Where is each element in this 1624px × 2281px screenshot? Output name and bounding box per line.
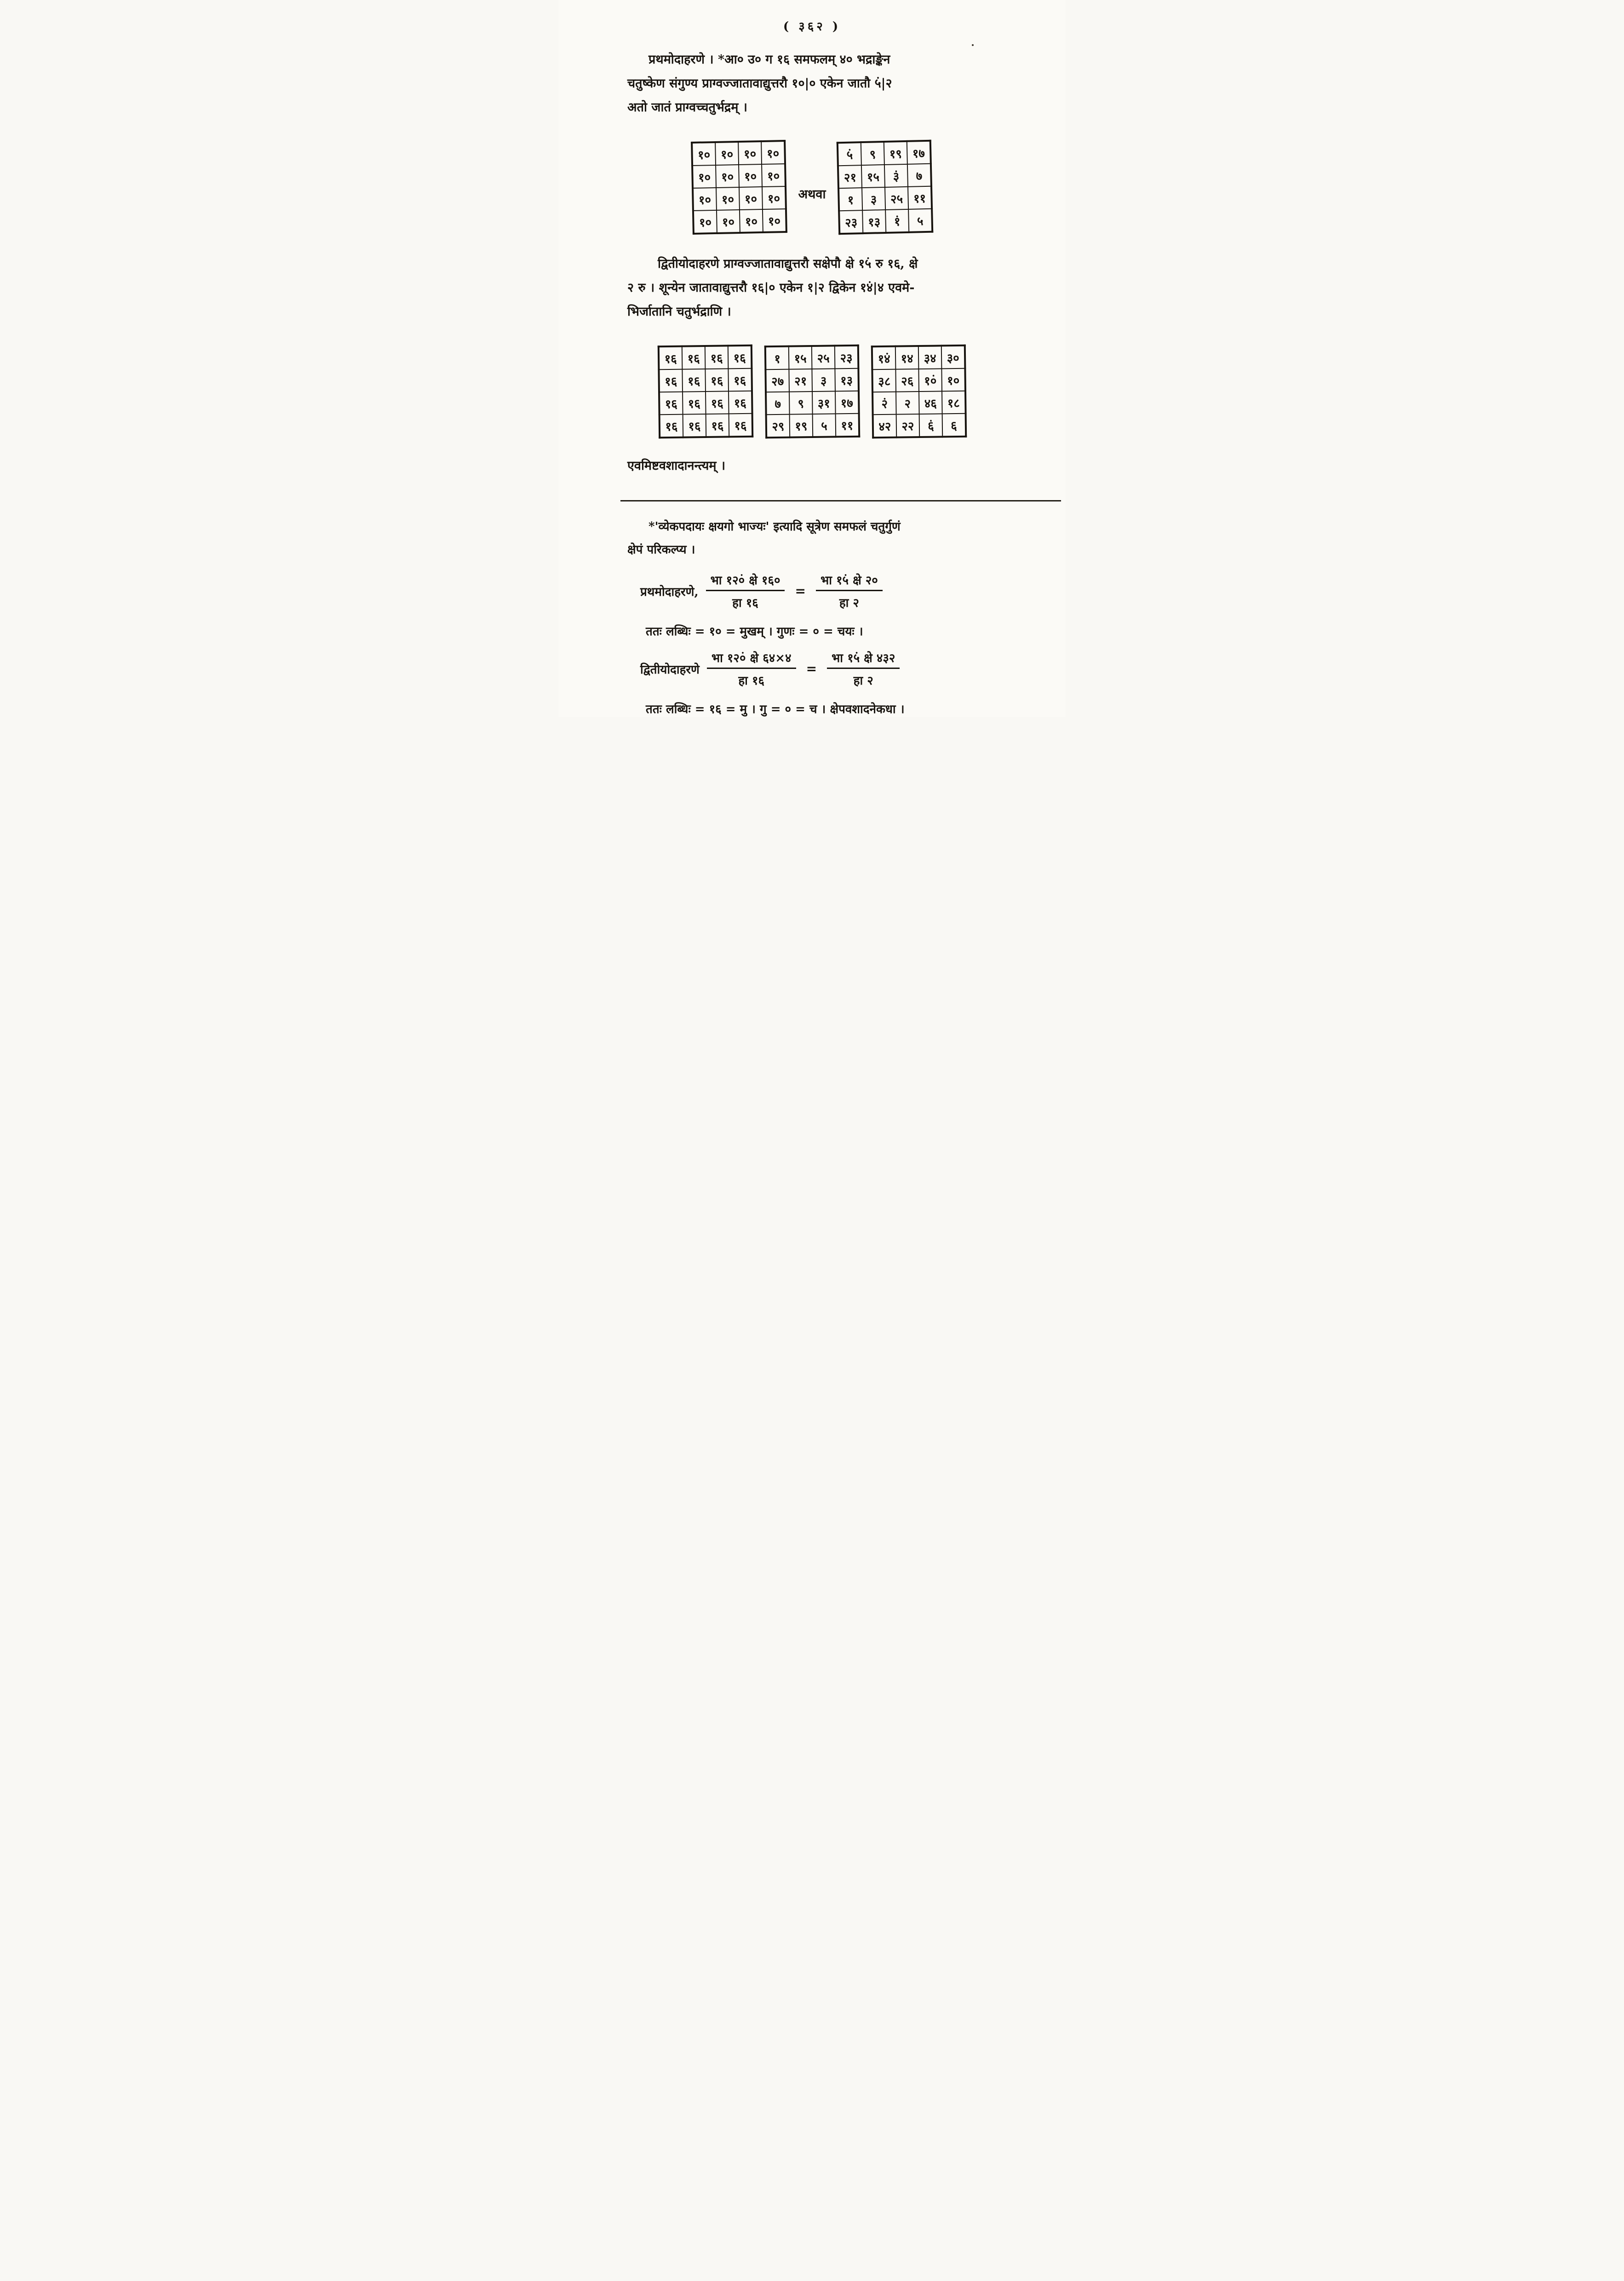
square-row [693, 186, 786, 211]
equation-label: प्रथमोदाहरणे, [640, 585, 699, 599]
square-cell: ४२ [872, 415, 896, 438]
text-line: क्षेपं परिकल्प्य । [627, 543, 695, 557]
square-row [692, 141, 785, 166]
square-cell: २२ [896, 414, 919, 438]
figure-first-example-squares [558, 141, 1066, 234]
fraction-denominator: हा १६ [738, 674, 765, 688]
square-cell: १३ [863, 210, 886, 233]
square-cell: १६ [728, 391, 752, 414]
text-line: भिर्जातानि चतुर्भद्राणि । [627, 305, 731, 319]
square-cell: १५ [788, 346, 812, 369]
square-cell: १७ [907, 141, 931, 164]
fraction-left [706, 571, 785, 611]
square-row [872, 414, 966, 438]
square-cell: २३ [839, 210, 863, 234]
figure-second-example-squares [558, 345, 1066, 438]
square-cell: १६ [728, 346, 752, 369]
square-cell: १६ [658, 346, 682, 370]
square-cell: १३ [835, 369, 859, 392]
square-cell: १९ [884, 141, 907, 165]
fraction-denominator: हा १६ [732, 596, 758, 610]
square-cell: ९ [789, 392, 813, 415]
paragraph-second-example [627, 252, 1044, 324]
square-cell: १५ [861, 165, 885, 188]
square-row [838, 164, 931, 189]
square-cell: २ [896, 392, 919, 415]
square-cell: ३ [812, 369, 835, 392]
text-line: २ रु । शून्येन जातावाद्युत्तरौ १६|० एकेन १|२ द्विकेन १४ं|४ एवमे- [627, 281, 915, 295]
equation-first-example [640, 571, 1056, 611]
magic-square-odd-numbers [764, 345, 860, 439]
square-cell: १० [762, 164, 786, 187]
square-cell: १० [739, 164, 762, 187]
square-cell: १६ [705, 346, 728, 369]
square-cell: २७ [765, 369, 789, 392]
text-line: प्रथमोदाहरणे । *आ० उ० ग १६ समफलम् ४० भद्राङ्केन [648, 52, 890, 67]
square-cell: २९ [766, 415, 790, 438]
square-cell: २५ [885, 187, 908, 210]
square-cell: १० [716, 187, 740, 210]
square-row [838, 141, 931, 166]
square-cell: १० [941, 369, 965, 392]
square-cell: १६ [705, 369, 729, 392]
fraction-numerator: भा १५ं क्षे २० [816, 571, 883, 591]
square-row [872, 346, 965, 369]
square-row [659, 391, 752, 415]
square-cell: १६ [706, 391, 729, 414]
square-cell: ७ [907, 164, 931, 187]
square-row [766, 391, 859, 415]
square-cell: २१ [789, 369, 812, 392]
square-cell: १० [739, 187, 763, 210]
square-cell: १० [715, 142, 739, 165]
square-cell: १० [739, 209, 763, 233]
square-cell: १६ [659, 369, 683, 392]
square-cell: १६ [728, 369, 752, 392]
square-row [693, 209, 786, 234]
page-number: ( ३६२ ) [783, 20, 841, 34]
square-cell: १ [765, 346, 789, 370]
equation-label: द्वितीयोदाहरणे [640, 662, 700, 677]
square-cell: १६ [659, 415, 683, 438]
footnote-text [627, 515, 1047, 561]
fraction-right [827, 649, 900, 688]
square-row [765, 346, 858, 369]
magic-square-mixed-numbers [871, 345, 966, 439]
square-cell: १० [738, 141, 762, 165]
square-cell: ३४ [918, 346, 941, 369]
square-cell: २१ [838, 165, 862, 188]
fraction-numerator: भा १२०ं क्षे १६० [706, 571, 785, 591]
square-cell: २६ [895, 369, 919, 392]
text-line: *'व्येकपदायः क्षयगो भाज्यः' इत्यादि सूत्रेण समफलं चतुर्गुणं [648, 520, 901, 534]
square-cell: १० [692, 142, 716, 166]
square-cell: १ [838, 188, 862, 211]
square-row [766, 414, 859, 438]
square-cell: ६ं [919, 414, 942, 437]
square-cell: २५ [811, 346, 835, 369]
fraction-numerator: भा १५ं क्षे ४३२ [827, 649, 900, 669]
square-cell: ३० [941, 346, 965, 369]
square-row [872, 369, 965, 392]
paragraph-first-example [627, 48, 1044, 120]
square-cell: १८ [941, 391, 965, 414]
square-cell: १० [716, 165, 739, 188]
text-line: अतो जातं प्राग्वच्चतुर्भद्रम् । [627, 100, 747, 115]
square-cell: ११ [835, 414, 859, 437]
square-cell: १६ [683, 414, 706, 438]
square-cell: १० [761, 141, 785, 164]
result-first-example: ततः लब्धिः = १० = मुखम् । गुणः = ० = चयः । [646, 625, 863, 639]
square-cell: ७ [766, 392, 790, 415]
square-cell: १६ [682, 346, 705, 369]
square-row [838, 186, 932, 211]
fraction-numerator: भा १२०ं क्षे ६४×४ [707, 649, 796, 669]
square-cell: ३८ [872, 369, 896, 392]
square-row [659, 414, 752, 438]
square-cell: ६ [942, 414, 966, 437]
square-cell: १६ [659, 392, 683, 415]
square-row [765, 369, 859, 392]
square-cell: १० [693, 210, 717, 234]
result-second-example: ततः लब्धिः = १६ = मु । गु = ० = च । क्षेपवशादनेकधा । [646, 703, 905, 716]
fraction-denominator: हा २ [853, 674, 873, 688]
square-cell: ९ [861, 142, 884, 165]
square-cell: ५ं [838, 142, 861, 166]
square-cell: १० [716, 210, 740, 233]
square-cell: ३१ [812, 391, 836, 414]
fraction-right [816, 571, 883, 611]
square-cell: १० [692, 165, 716, 188]
square-cell: ५ [909, 209, 933, 232]
equals-sign: = [806, 661, 817, 676]
square-cell: ११ [908, 186, 932, 209]
square-cell: १४ं [872, 346, 895, 370]
equals-sign: = [795, 583, 806, 599]
magic-square-all-tens [691, 140, 787, 235]
square-cell: १४ [895, 346, 918, 369]
footnote-separator [620, 500, 1061, 501]
square-cell: २ं [872, 392, 896, 415]
text-line: चतुष्केण संगुण्य प्राग्वज्जातावाद्युत्तरौ १०|० एकेन जातौ ५ं|२ [627, 76, 892, 91]
square-cell: १६ [682, 369, 706, 392]
scanned-document-page [558, 0, 1066, 717]
square-cell: १६ [729, 414, 752, 437]
square-cell: १० [762, 209, 786, 232]
square-cell: ५ [812, 414, 836, 437]
scan-speck [972, 44, 974, 46]
square-cell: २३ [834, 346, 858, 369]
square-row [659, 369, 752, 392]
square-row [658, 346, 752, 369]
text-line: द्वितीयोदाहरणे प्राग्वज्जातावाद्युत्तरौ सक्षेपौ क्षे १५ं रु १६, क्षे [658, 257, 918, 271]
or-label: अथवा [798, 187, 826, 202]
closing-line: एवमिष्टवशादानन्त्यम् । [627, 459, 726, 473]
square-cell: १ं [886, 209, 909, 233]
magic-square-all-sixteens [657, 345, 753, 439]
square-cell: १७ [835, 391, 859, 414]
fraction-left [707, 649, 796, 688]
square-cell: १० [693, 188, 717, 211]
square-cell: १६ [683, 392, 706, 415]
square-row [872, 391, 966, 415]
square-cell: ३ [862, 187, 885, 210]
magic-square-sum-forty [837, 140, 934, 235]
square-cell: १६ [706, 414, 729, 437]
equation-second-example [640, 649, 1056, 688]
square-row [839, 209, 933, 234]
square-row [692, 164, 786, 188]
square-cell: १०ं [918, 369, 942, 392]
square-cell: १० [762, 186, 786, 209]
square-cell: ३ं [884, 164, 908, 187]
square-cell: ४६ [919, 391, 942, 414]
square-cell: १९ [789, 414, 813, 438]
fraction-denominator: हा २ [839, 596, 859, 610]
